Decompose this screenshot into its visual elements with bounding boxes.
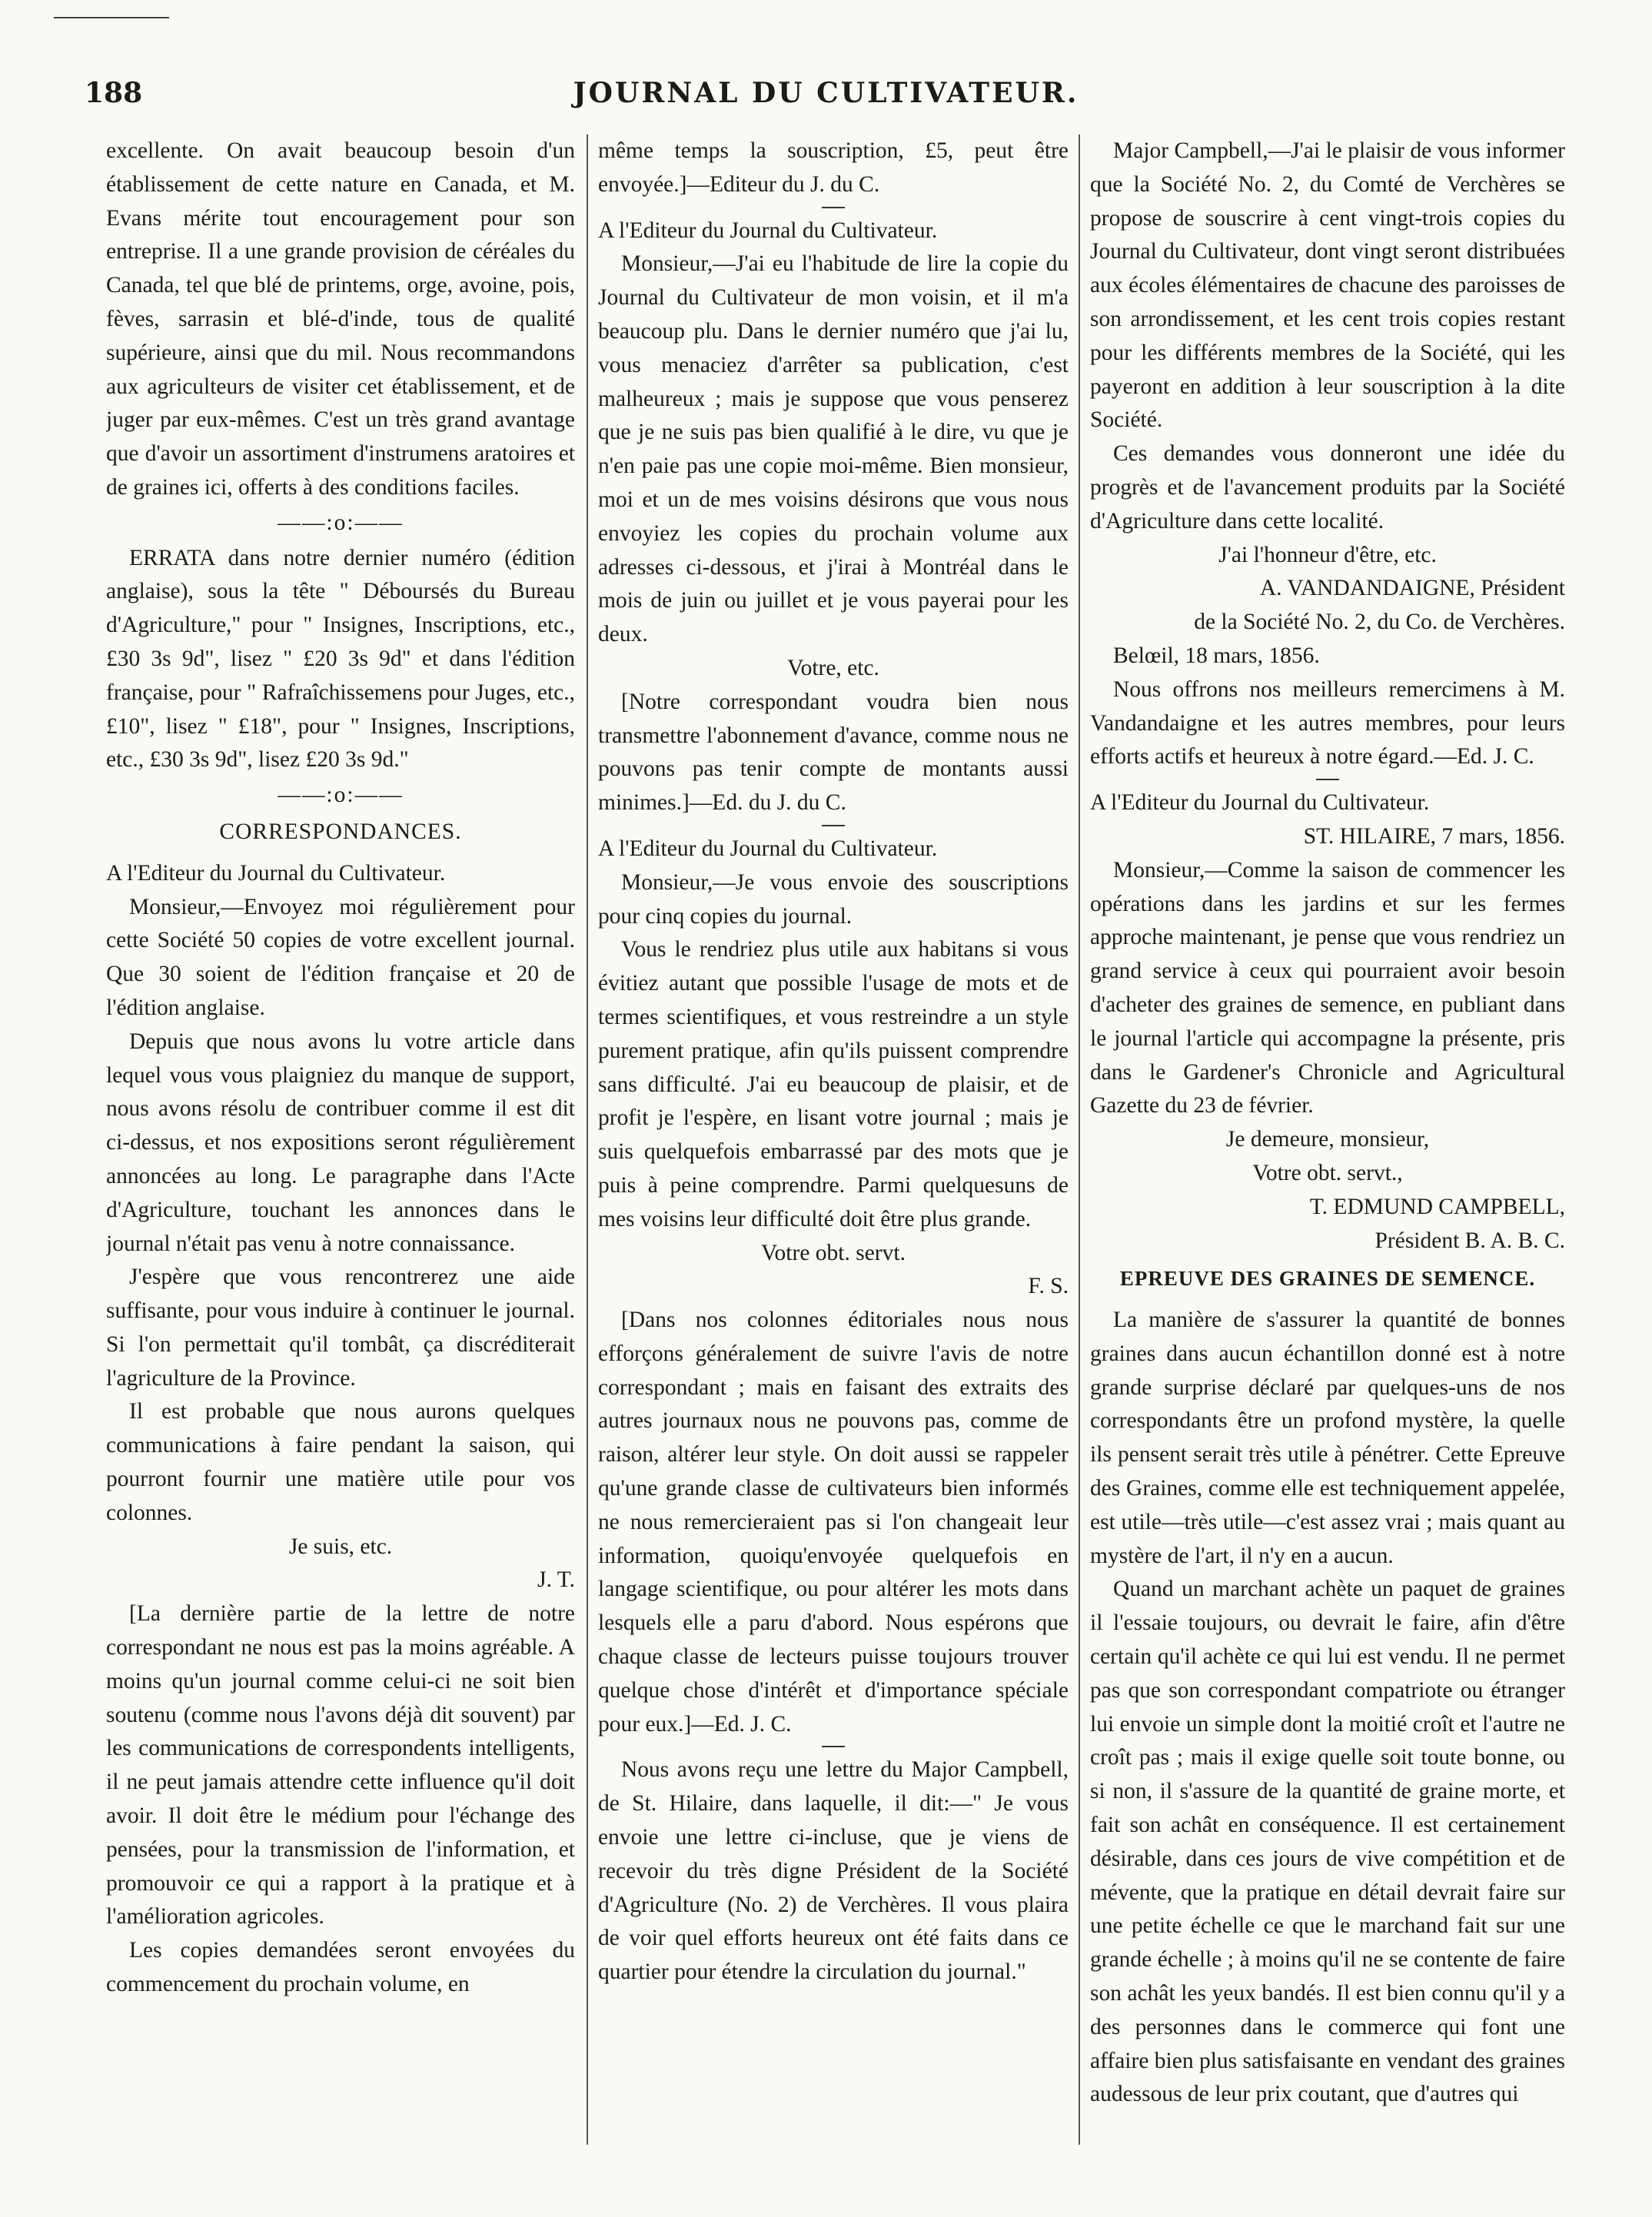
letter-closing: Je demeure, monsieur, <box>1225 1127 1430 1152</box>
letter-address: A l'Editeur du Journal du Cultivateur. <box>1090 790 1430 816</box>
page-header <box>85 77 1567 123</box>
paragraph: Monsieur,—Envoyez moi régulièrement pour cette Société 50 copies de votre excellent journal. Que 30 soient de l'édition française et 20 de l'édition anglaise. <box>106 894 575 1020</box>
column-rule-2 <box>1079 135 1080 2145</box>
letter-address: A l'Editeur du Journal du Cultivateur. <box>598 218 938 243</box>
editor-note: [La dernière partie de la lettre de notre correspondant ne nous est pas la moins agréable. A moins qu'un journal comme celui-ci ne soit bien soutenu (comme nous l'avons déjà dit souvent) par les communications de correspondents intelligents, il ne peut jamais attendre cette influence qu'il doit avoir. Il doit être le médium pour l'échange des pensées, pour la transmission de l'information, et promouvoir ce qui a rapport à la pratique et à l'amélioration agricoles. <box>106 1601 575 1929</box>
paragraph: Nous avons reçu une lettre du Major Campbell, de St. Hilaire, dans laquelle, il dit:—" Je vous envoie une lettre ci-incluse, que je viens de recevoir du très digne Président de la Société d'Agriculture (No. 2) de Verchères. Il vous plaira de voir quel efforts heureux ont été faits dans ce quartier pour étendre la circulation du journal." <box>598 1757 1069 1985</box>
paragraph: Il est probable que nous aurons quelques communications à faire pendant la saison, qui pourront fournir une matière utile pour vos colonnes. <box>106 1399 575 1525</box>
signature-title: Président B. A. B. C. <box>1374 1228 1565 1253</box>
paragraph: Depuis que nous avons lu votre article dans lequel vous vous plaigniez du manque de support, nous avons résolu de contribuer comme il est dit ci-dessus, et nos expositions seront régulièrement annoncées au long. Le paragraphe dans l'Acte d'Agriculture, touchant les annonces dans le journal n'était pas venu à notre connaissance. <box>106 1029 575 1256</box>
page-number: 188 <box>85 77 143 109</box>
paragraph: Major Campbell,—J'ai le plaisir de vous informer que la Société No. 2, du Comté de Verchères se propose de souscrire à cent vingt-trois copies du Journal du Cultivateur, dont vingt seront distribuées aux écoles élémentaires de chacune des paroisses de son arrondissement, et les cent trois copies restant pour les différents membres de la Société, qui les payeront en addition à leur souscription à la dite Société. <box>1090 138 1565 433</box>
letter-closing: J'ai l'honneur d'être, etc. <box>1218 542 1437 567</box>
paragraph: Monsieur,—Je vous envoie des souscriptions pour cinq copies du journal. <box>598 869 1069 929</box>
dash-separator <box>822 825 845 826</box>
paragraph: La manière de s'assurer la quantité de bonnes graines dans aucun échantillon donné est à notre grande surprise déclaré par quelques-uns de nos correspondants être un profond mystère, la quelle ils pensent serait très utile à pénétrer. Cette Epreuve des Graines, comme elle est techniquement appelée, est utile—très utile—c'est assez vrai ; mais quant au mystère de l'art, il n'y en a aucun. <box>1090 1308 1565 1568</box>
place-date: Belœil, 18 mars, 1856. <box>1113 643 1320 668</box>
paragraph: Ces demandes vous donneront une idée du progrès et de l'avancement produits par la Société d'Agriculture dans cette localité. <box>1090 441 1565 533</box>
errata-paragraph: ERRATA dans notre dernier numéro (édition anglaise), sous la tête " Déboursés du Bureau d'Agriculture," pour " Insignes, Inscriptions, etc., £30 3s 9d", lisez " £20 3s 9d" et dans l'édition française, pour " Rafraîchissemens pour Juges, etc., £10", lisez " £18", pour " Insignes, Inscriptions, etc., £30 3s 9d", lisez £20 3s 9d." <box>106 545 575 773</box>
letter-signature: T. EDMUND CAMPBELL, <box>1309 1194 1565 1219</box>
paragraph: excellente. On avait beaucoup besoin d'un établissement de cette nature en Canada, et M. Evans mérite tout encouragement pour son entreprise. Il a une grande provision de céréales du Canada, tel que blé de printems, orge, avoine, pois, fèves, sarrasin et blé-d'inde, tous de qualité supérieure, ainsi que du mil. Nous recommandons aux agriculteurs de visiter cet établissement, et de juger par eux-mêmes. C'est un très grand avantage que d'avoir un assortiment d'instrumens aratoires et de graines ici, offerts à des conditions faciles. <box>106 138 575 500</box>
place-date: ST. HILAIRE, 7 mars, 1856. <box>1303 823 1565 849</box>
letter-signature: A. VANDANDAIGNE, Président <box>1259 576 1565 601</box>
column-rule-1 <box>587 135 588 2145</box>
article-heading: EPREUVE DES GRAINES DE SEMENCE. <box>1119 1267 1536 1291</box>
dash-separator <box>1316 779 1339 780</box>
paragraph: Vous le rendriez plus utile aux habitans si vous évitiez autant que possible l'usage de mots et de termes scientifiques, et vous restreindre a un style purement pratique, afin qu'ils puissent comprendre sans difficulté. J'ai eu beaucoup de plaisir, et de profit je l'espère, en lisant votre journal ; mais je suis quelquefois embarrassé par des mots que je puis à peine comprendre. Parmi quelquesuns de mes voisins leur difficulté doit être plus grande. <box>598 937 1069 1231</box>
letter-signature: J. T. <box>537 1567 575 1593</box>
section-heading: CORRESPONDANCES. <box>219 819 462 844</box>
letter-signature: F. S. <box>1028 1274 1069 1299</box>
letter-closing: Votre, etc. <box>787 655 879 680</box>
editor-note: [Dans nos colonnes éditoriales nous nous efforçons généralement de suivre l'avis de notre correspondant ; mais en faisant des extraits des autres journaux nous ne pouvons pas, comme de raison, altérer leur style. On doit aussi se rappeler qu'une grande classe de cultivateurs bien informés ne nous remercieraient pas si l'on changeait leur information, quoiqu'envoyée quelquefois en langage scientifique, ou pour altérer les mots dans lesquels elle a paru d'abord. Nous espérons que chaque classe de lecteurs puisse toujours trouver quelque chose d'intérêt et d'importance spéciale pour eux.]—Ed. J. C. <box>598 1308 1069 1737</box>
letter-address: A l'Editeur du Journal du Cultivateur. <box>598 836 938 861</box>
dash-separator <box>822 207 845 208</box>
column-3 <box>1090 135 1565 2141</box>
letter-closing: Je suis, etc. <box>288 1534 393 1559</box>
column-2 <box>598 135 1069 2141</box>
top-rule <box>54 17 169 18</box>
running-title: JOURNAL DU CULTIVATEUR. <box>573 77 1079 109</box>
editor-note: [Notre correspondant voudra bien nous transmettre l'abonnement d'avance, comme nous ne pouvons pas tenir compte de montants aussi minimes.]—Ed. du J. du C. <box>598 689 1069 816</box>
signature-title: de la Société No. 2, du Co. de Verchères. <box>1194 610 1565 635</box>
letter-closing: Votre obt. servt., <box>1252 1160 1403 1185</box>
paragraph: même temps la souscription, £5, peut être envoyée.]—Editeur du J. du C. <box>598 138 1069 197</box>
paragraph: Monsieur,—J'ai eu l'habitude de lire la copie du Journal du Cultivateur de mon voisin, et il m'a beaucoup plu. Dans le dernier numéro que j'ai lu, vous menaciez d'arrêter sa publication, c'est malheureux ; mais je suppose que vous penserez que je ne suis pas bien qualifié à le dire, vu que je n'en paie pas une copie moi-même. Bien monsieur, moi et un de mes voisins désirons que vous nous envoyiez les copies du prochain volume aux adresses ci-dessous, et j'irai à Montréal dans le mois de juin ou juillet et je vous payerai pour les deux. <box>598 251 1069 647</box>
letter-closing: Votre obt. servt. <box>761 1240 906 1265</box>
paragraph: Les copies demandées seront envoyées du commencement du prochain volume, en <box>106 1938 575 1997</box>
dash-separator <box>822 1746 845 1747</box>
paragraph: Nous offrons nos meilleurs remercimens à M. Vandandaigne et les autres membres, pour leurs efforts actifs et heureux à notre égard.—Ed. J. C. <box>1090 676 1565 769</box>
paragraph: Quand un marchant achète un paquet de graines il l'essaie toujours, ou devrait le faire, afin d'être certain qu'il achète ce qui lui est vendu. Il ne permet pas que son correspondant compatriote ou étranger lui envoie un simple dont la moitié croît et l'autre ne croît pas ; mais il exige quelle soit toute bonne, ou si non, il s'assure de la quantité de graine morte, et fait son achât en conséquence. Il est certainement désirable, dans ces jours de vive compétition et de mévente, que la pratique en détail devrait faire sur une petite échelle ce que le marchand fait sur une grande échelle ; à moins qu'il ne se contente de faire son achât les yeux bandés. Il est bien connu qu'il y a des personnes dans le commerce qui font une affaire bien plus satisfaisante en vendant des graines audessous de leur prix coutant, que d'autres qui <box>1090 1577 1565 2107</box>
separator: ——:o:—— <box>278 510 404 535</box>
paragraph: J'espère que vous rencontrerez une aide suffisante, pour vous induire à continuer le journal. Si l'on permettait qu'il tombât, ça discréditerait l'agriculture de la Province. <box>106 1265 575 1391</box>
separator: ——:o:—— <box>278 783 404 808</box>
letter-address: A l'Editeur du Journal du Cultivateur. <box>106 860 446 886</box>
column-1 <box>106 135 575 2141</box>
paragraph: Monsieur,—Comme la saison de commencer les opérations dans les jardins et sur les fermes approche maintenant, je pense que vous rendriez un grand service à ceux qui pourraient avoir besoin d'acheter des graines de semence, en publiant dans le journal l'article qui accompagne la présente, pris dans le Gardener's Chronicle and Agricultural Gazette du 23 de février. <box>1090 857 1565 1118</box>
